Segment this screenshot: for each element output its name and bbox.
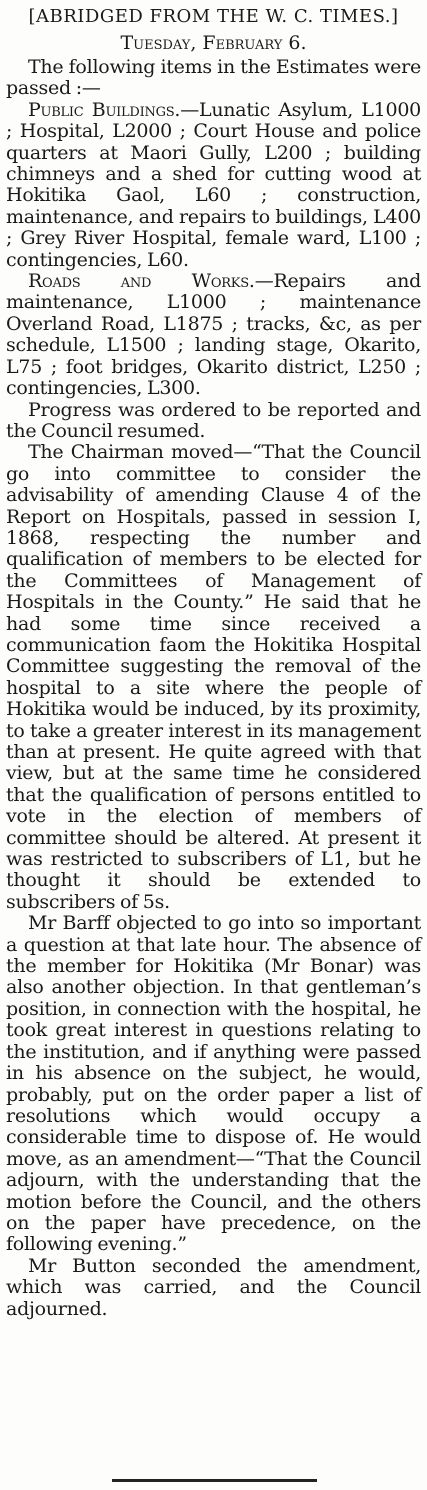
paragraph-text: —Lunatic Asylum, L1000 ; Hospital, L2000 ; Court House and police quarters at Maori Gully, L200 ; building chimneys and a shed for cutting wood at Hokitika Gaol, L60 ; construction, maintenance, and repairs to buildings, L400 ; Grey River Hospital, female ward, L100 ; contingencies, L60. <box>6 98 421 271</box>
dateline: Tuesday, February 6. <box>120 32 307 54</box>
paragraph-progress <box>6 400 421 443</box>
paragraph-text: Mr Button seconded the amendment, which was carried, and the Council adjourned. <box>6 1254 421 1320</box>
paragraph-roads-and-works <box>6 271 421 399</box>
paragraph-text: The Chairman moved—“That the Council go into committee to consider the advisability of amending Clause 4 of the Report on Hospitals, passed in session I, 1868, respecting the number and qualification of members to be elected for the Committees of Management of Hospitals in the County.” He said that he had some time since received a communication faom the Hokitika Hospital Committee suggesting the removal of the hospital to a site where the people of Hokitika would be induced, by its proximity, to take a greater interest in its management than at present. He quite agreed with that view, but at the same time he considered that the qualification of persons entitled to vote in the election of members of committee should be altered. At present it was restricted to subscribers of L1, but he thought it should be extended to subscribers of 5s. <box>6 441 421 913</box>
paragraph-lead: Public Buildings. <box>28 98 181 121</box>
paragraph-estimates-intro <box>6 57 421 100</box>
paragraph-text: Progress was ordered to be reported and the Council resumed. <box>6 398 421 442</box>
paragraph-public-buildings <box>6 100 421 271</box>
column-end-rule <box>112 1479 317 1482</box>
paragraph-text: Mr Barff objected to go into so important a question at that late hour. The absence of the member for Hokitika (Mr Bonar) was also another objection. In that gentleman’s position, in connection with the hospital, he took great interest in questions relating to the institution, and if anything were passed in his absence on the subject, he would, probably, put on the order paper a list of resolutions which would occupy a considerable time to dispose of. He would move, as an amendment—“That the Council adjourn, with the understanding that the motion before the Council, and the others on the paper have precedence, on the following evening.” <box>6 912 421 1256</box>
paragraph-text: —Repairs and maintenance, L1000 ; maintenance Overland Road, L1875 ; tracks, &c, as per schedule, L1500 ; landing stage, Okarito, L75 ; foot bridges, Okarito district, L250 ; contingencies, L300. <box>6 270 422 400</box>
paragraph-barff-objection <box>6 913 421 1256</box>
source-line: [ABRIDGED FROM THE W. C. TIMES.] <box>28 6 399 27</box>
paragraph-chairman-motion <box>6 442 421 913</box>
paragraph-text: The following items in the Estimates were passed :— <box>6 56 421 100</box>
paragraph-lead: Roads and Works. <box>28 270 255 293</box>
paragraph-button-seconded <box>6 1256 421 1320</box>
